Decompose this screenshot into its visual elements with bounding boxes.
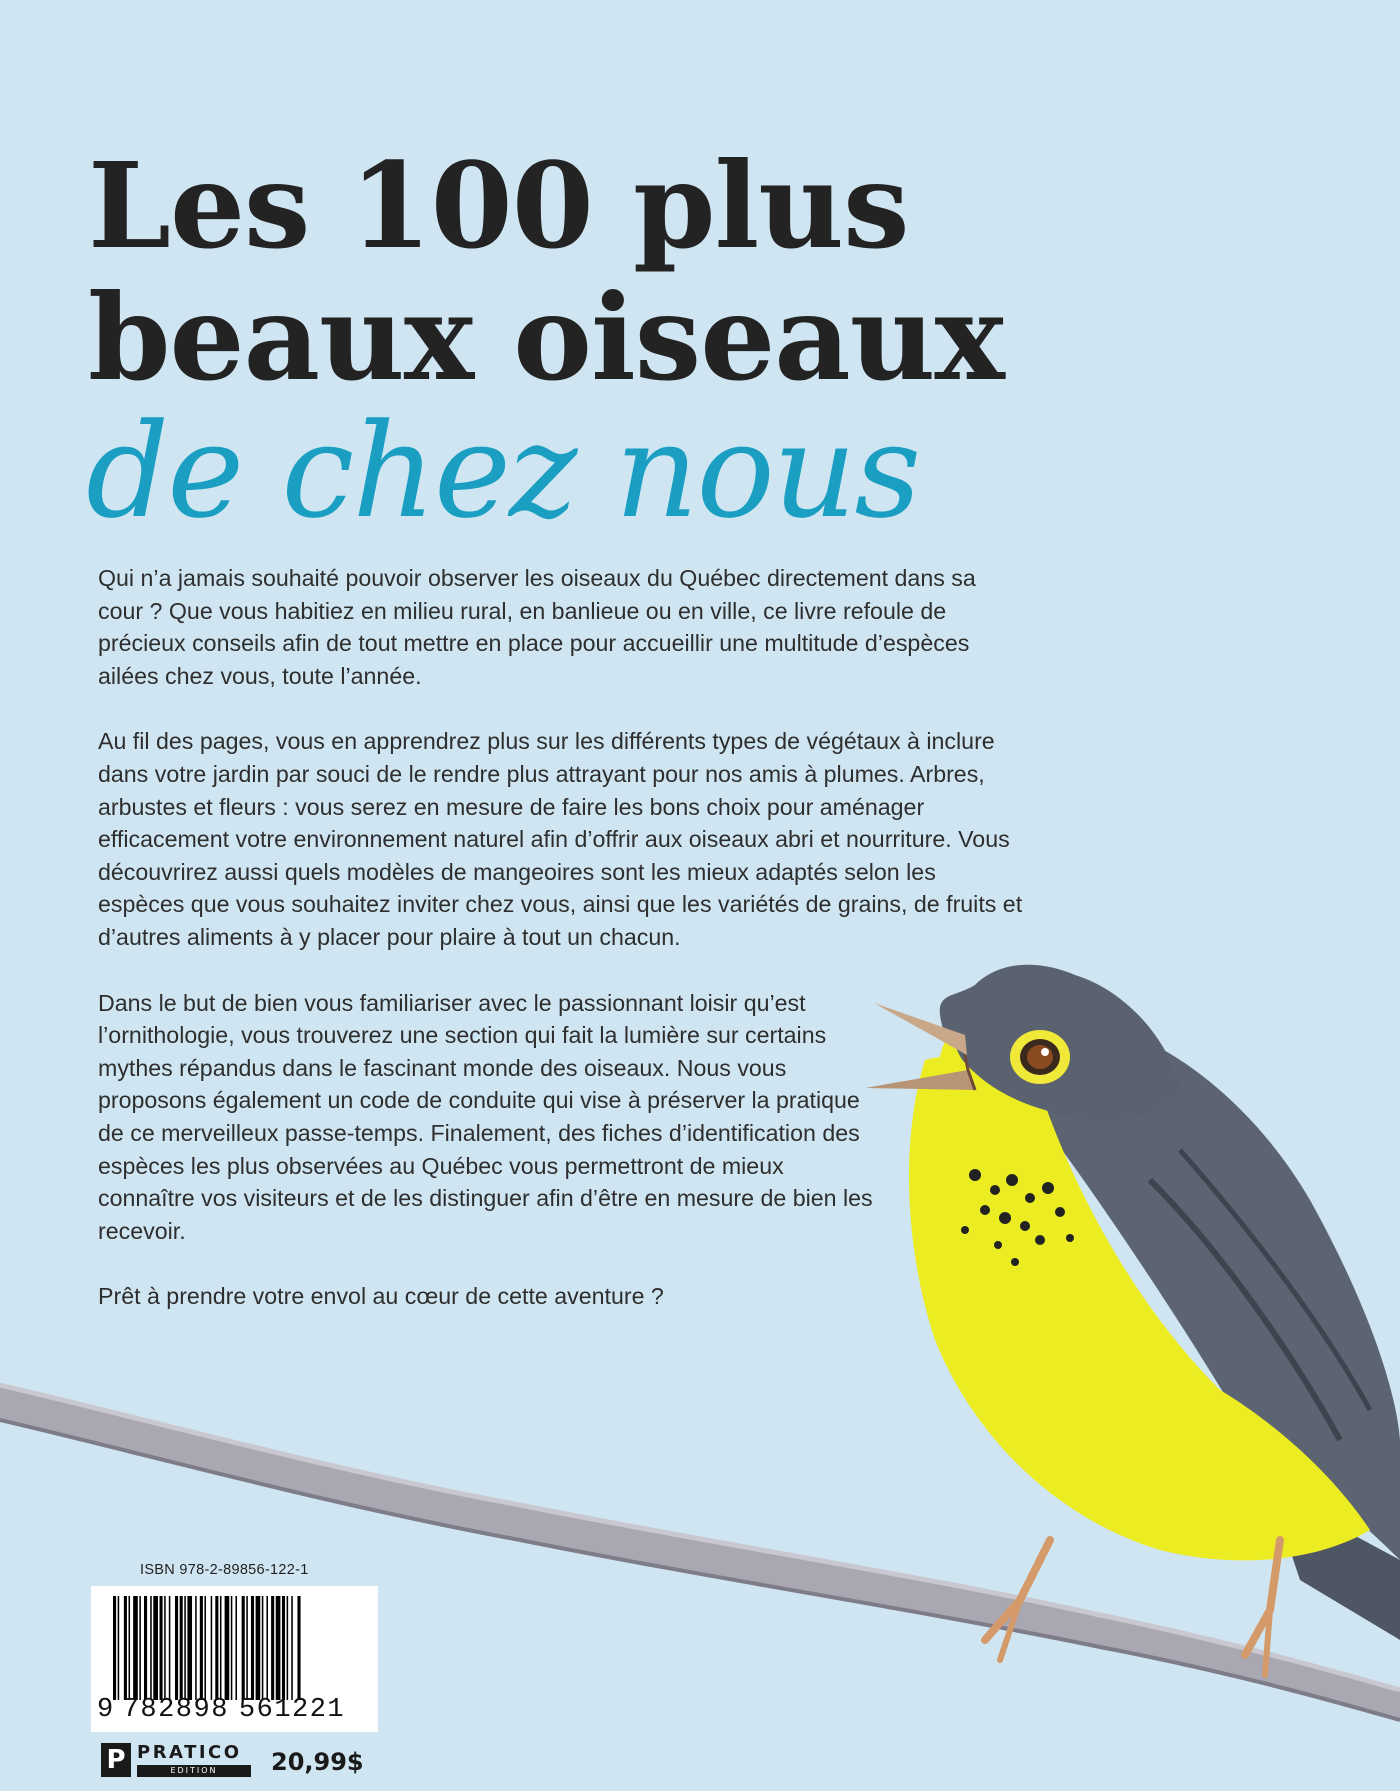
barcode-digits: [97, 1694, 377, 1726]
blurb-paragraph-4: Prêt à prendre votre envol au cœur de cette aventure ?: [98, 1283, 664, 1310]
barcode-digits-group-1: 782898: [122, 1695, 229, 1725]
blurb-paragraph-2: Au fil des pages, vous en apprendrez plus sur les différents types de végétaux à inclure dans votre jardin par souci de le rendre plus attrayant pour nos amis à plumes. Arbres, arbustes et fleurs : vous serez en mesure de faire les bons choix pour aménager efficacement votre environnement naturel afin d’offrir aux oiseaux abri et nourriture. Vous découvrirez aussi quels modèles de mangeoires sont les mieux adaptés selon les espèces que vous souhaitez inviter chez vous, ainsi que les variétés de grains, de fruits et d’autres aliments à y placer pour plaire à tout un chacun.: [98, 728, 1023, 950]
barcode-digits-group-2: 561221: [238, 1695, 346, 1725]
title-line-2: beaux oiseaux: [88, 268, 1004, 407]
blurb-paragraph-3: Dans le but de bien vous familiariser avec le passionnant loisir qu’est l’ornithologie, vous trouverez une section qui fait la lumière sur certains mythes répandus dans le fascinant monde des oiseaux. Nous vous proposons également un code de conduite qui vise à préserver la pratique de ce merveilleux passe-temps. Finalement, des fiches d’identification des espèces les plus observées au Québec vous permettront de mieux connaître vos visiteurs et de les distinguer afin d’être en mesure de bien les recevoir.: [98, 989, 873, 1244]
blurb-paragraph-1: Qui n’a jamais souhaité pouvoir observer les oiseaux du Québec directement dans sa cour ? Que vous habitiez en milieu rural, en banlieue ou en ville, ce livre refoule de précieux conseils afin de tout mettre en place pour accueillir une multitude d’espèces ailées chez vous, toute l’année.: [98, 565, 976, 689]
publisher-logo-letter: P: [101, 1743, 131, 1777]
title-line-1: Les 100 plus: [88, 136, 909, 275]
back-cover-blurb: [98, 562, 1038, 1346]
publisher-logo: [101, 1743, 253, 1777]
barcode-bars: [113, 1596, 358, 1700]
publisher-sub: EDITION: [137, 1765, 251, 1777]
isbn-label: ISBN 978-2-89856-122-1: [140, 1562, 309, 1578]
barcode: [91, 1586, 378, 1732]
book-title: [88, 136, 1004, 407]
publisher-brand: PRATICO: [137, 1742, 242, 1763]
title-script-line: de chez nous: [86, 395, 920, 547]
price-label: 20,99$: [271, 1748, 364, 1776]
barcode-digit-lead: 9: [97, 1695, 115, 1725]
